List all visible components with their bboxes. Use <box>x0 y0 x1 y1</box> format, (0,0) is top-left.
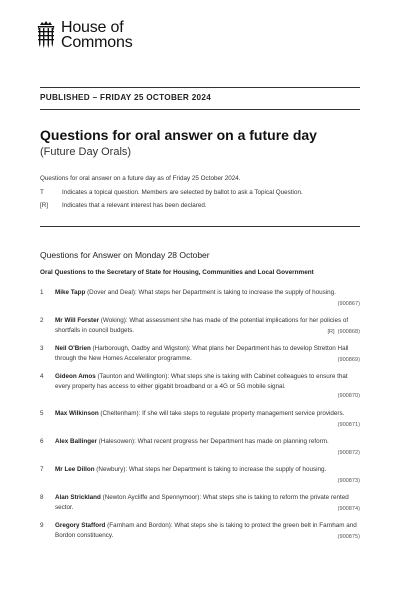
reference-number: (900873) <box>337 478 360 485</box>
question-body: (Cheltenham): If she will take steps to regulate property management service providers. <box>98 410 345 417</box>
question-item <box>40 409 360 431</box>
section-divider <box>40 226 360 227</box>
member-name: Mike Tapp <box>55 289 86 296</box>
logo-text <box>61 20 133 50</box>
question-text <box>55 521 360 541</box>
reference-number: (900875) <box>337 534 360 541</box>
question-body: (Harborough, Oadby and Wigston): What plans her Department has to develop Stretton Hall through the New Homes Accelerator programme. <box>55 345 349 362</box>
reference-number: (900867) <box>337 301 360 308</box>
question-number: 6 <box>40 438 44 445</box>
question-number: 2 <box>40 317 44 324</box>
member-name: Alan Strickland <box>55 494 101 501</box>
question-number: 3 <box>40 345 44 352</box>
question-number: 4 <box>40 373 44 380</box>
house-of-commons-logo <box>36 20 133 50</box>
department-heading: Oral Questions to the Secretary of State for Housing, Communities and Local Government <box>40 269 314 276</box>
member-name: Max Wilkinson <box>55 410 99 417</box>
member-name: Gregory Stafford <box>55 522 106 529</box>
question-body: (Farnham and Bordon): What steps she is taking to protect the green belt in Farnham and Bordon constituency. <box>55 522 357 539</box>
question-number: 8 <box>40 494 44 501</box>
legend-symbol: [R] <box>40 202 49 209</box>
question-body: (Halesowen): What recent progress her Department has made on planning reform. <box>97 438 329 445</box>
reference-number: (900872) <box>337 450 360 457</box>
legend-interest <box>40 202 207 209</box>
reference-number: (900870) <box>337 393 360 400</box>
interest-flag: [R] <box>327 329 335 336</box>
question-item <box>40 437 360 459</box>
reference-number: (900868) <box>337 329 360 336</box>
question-item <box>40 288 360 310</box>
question-text <box>55 372 360 392</box>
reference-number: (900874) <box>337 506 360 513</box>
question-number: 7 <box>40 466 44 473</box>
question-body: (Newton Aycliffe and Spennymoor): What steps she is taking to reform the private rented sector. <box>55 494 349 511</box>
question-text <box>55 437 360 447</box>
logo-line-1: House of <box>61 19 124 36</box>
question-reference <box>338 477 360 487</box>
intro-text: Questions for oral answer on a future day as of Friday 25 October 2024. <box>40 175 241 182</box>
portcullis-icon <box>36 20 56 48</box>
published-date: PUBLISHED – FRIDAY 25 OCTOBER 2024 <box>40 93 212 102</box>
question-number: 1 <box>40 289 44 296</box>
question-reference <box>338 356 360 366</box>
question-text <box>55 316 360 336</box>
question-reference <box>327 328 360 338</box>
question-number: 9 <box>40 522 44 529</box>
published-divider <box>40 109 360 110</box>
page-subtitle: (Future Day Orals) <box>40 146 132 158</box>
question-item <box>40 521 360 543</box>
question-item <box>40 493 360 515</box>
question-text <box>55 288 360 298</box>
legend-topical <box>40 189 303 196</box>
question-text <box>55 493 360 513</box>
question-body: (Woking): What assessment she has made of the potential implications for her policies of shortfalls in council budgets. <box>55 317 349 334</box>
reference-number: (900869) <box>337 357 360 364</box>
question-text <box>55 344 360 364</box>
question-reference <box>338 421 360 431</box>
member-name: Mr Lee Dillon <box>55 466 95 473</box>
question-text <box>55 409 360 419</box>
question-body: (Taunton and Wellington): What steps she is taking with Cabinet colleagues to ensure that every property has access to either gigabit broadband or a 4G or 5G mobile signal. <box>55 373 348 390</box>
question-text <box>55 465 360 475</box>
question-item <box>40 344 360 366</box>
member-name: Neil O'Brien <box>55 345 91 352</box>
question-item <box>40 316 360 338</box>
question-reference <box>338 392 360 402</box>
question-body: (Newbury): What steps her Department is taking to increase the supply of housing. <box>94 466 327 473</box>
member-name: Alex Ballinger <box>55 438 97 445</box>
reference-number: (900871) <box>337 422 360 429</box>
legend-text: Indicates that a relevant interest has been declared. <box>62 202 207 209</box>
legend-symbol: T <box>40 189 44 196</box>
question-reference <box>338 505 360 515</box>
question-number: 5 <box>40 410 44 417</box>
page-title: Questions for oral answer on a future day <box>40 127 317 143</box>
question-reference <box>338 300 360 310</box>
question-reference <box>338 449 360 459</box>
question-body: (Dover and Deal): What steps her Department is taking to increase the supply of housing. <box>85 289 336 296</box>
question-reference <box>338 533 360 543</box>
question-item <box>40 372 360 402</box>
legend-text: Indicates a topical question. Members are selected by ballot to ask a Topical Question. <box>62 189 303 196</box>
logo-line-2: Commons <box>61 34 133 51</box>
member-name: Gideon Amos <box>55 373 96 380</box>
question-item <box>40 465 360 487</box>
member-name: Mr Will Forster <box>55 317 100 324</box>
top-divider <box>40 87 360 88</box>
section-heading: Questions for Answer on Monday 28 October <box>40 250 210 260</box>
